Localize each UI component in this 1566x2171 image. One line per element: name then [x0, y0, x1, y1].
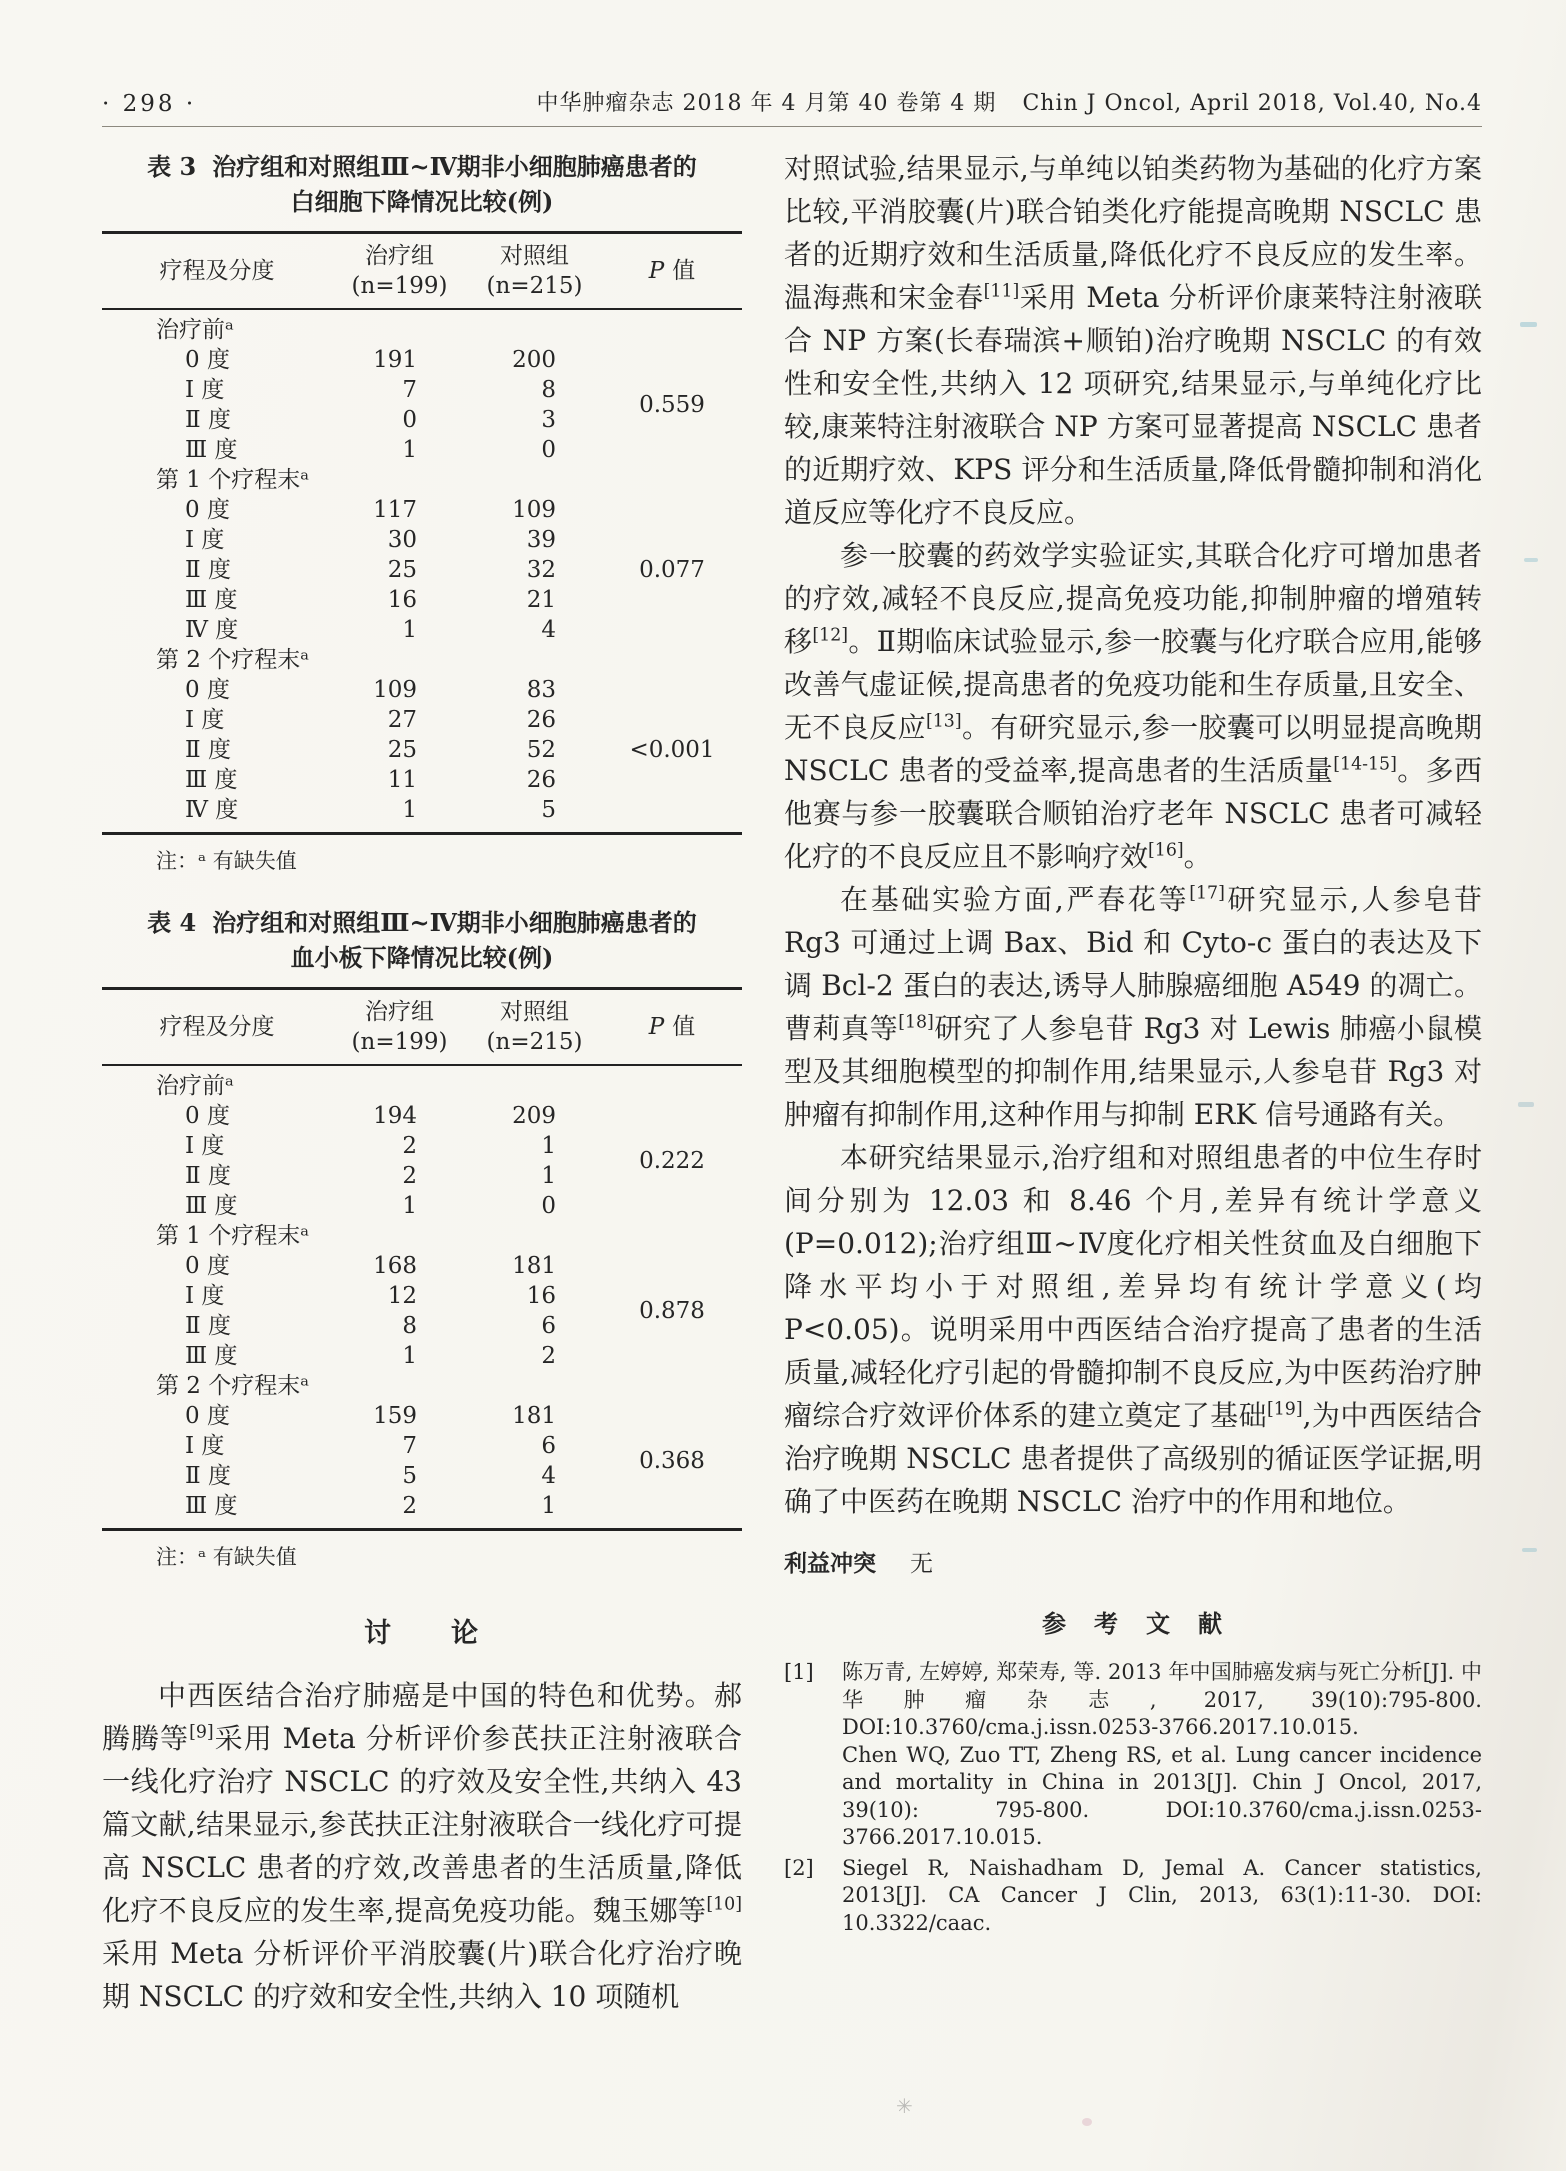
- control-value: [467, 1221, 602, 1251]
- table3-caption-line1: 治疗组和对照组Ⅲ~Ⅳ期非小细胞肺癌患者的: [212, 152, 697, 181]
- treatment-value: 1: [402, 797, 417, 823]
- table-row: [102, 555, 742, 585]
- table-row: [102, 392, 742, 435]
- conflict-label: 利益冲突: [784, 1550, 876, 1577]
- p-value: 0.878: [639, 1298, 705, 1324]
- row-label: 第 1 个疗程末ᵃ: [156, 1223, 310, 1249]
- treatment-value: 7: [402, 1433, 417, 1459]
- row-label: 0 度: [185, 677, 230, 703]
- journal-title-en: Chin J Oncol, April 2018, Vol.40, No.4: [1022, 91, 1482, 116]
- treatment-value: [332, 315, 467, 345]
- control-value: 0: [541, 1193, 556, 1219]
- p-value: [602, 1341, 742, 1371]
- row-label: 第 2 个疗程末ᵃ: [156, 1373, 310, 1399]
- row-label: 第 1 个疗程末ᵃ: [156, 467, 310, 493]
- p-value: [602, 435, 742, 465]
- treatment-value: 2: [402, 1163, 417, 1189]
- row-label: 治疗前ᵃ: [156, 317, 234, 343]
- control-value: 4: [541, 1463, 556, 1489]
- row-label: Ⅲ 度: [185, 437, 238, 463]
- p-value: [602, 795, 742, 825]
- discussion-paragraph: 在基础实验方面,严春花等[17]研究显示,人参皂苷 Rg3 可通过上调 Bax、Bid 和 Cyto-c 蛋白的表达及下调 Bcl-2 蛋白的表达,诱导人肺腺癌细胞 A549 的凋亡。曹莉真等[18]研究了人参皂苷 Rg3 对 Lewis 肺癌小鼠模型及其细胞模型的抑制作用,结果显示,人参皂苷 Rg3 对肿瘤有抑制作用,这种作用与抑制 ERK 信号通路有关。: [784, 883, 1482, 1131]
- row-label: Ⅰ 度: [185, 377, 225, 403]
- control-value: 200: [512, 347, 556, 373]
- table-row: [102, 645, 742, 675]
- citation-ref: [12]: [812, 625, 849, 646]
- control-value: 1: [541, 1493, 556, 1519]
- table-row: [102, 1221, 742, 1251]
- row-label: Ⅰ 度: [185, 527, 225, 553]
- table-row: [102, 1491, 742, 1521]
- row-label: Ⅲ 度: [185, 767, 238, 793]
- journal-title-cn: 中华肿瘤杂志 2018 年 4 月第 40 卷第 4 期: [536, 91, 997, 116]
- control-value: 2: [541, 1343, 556, 1369]
- scan-artifact: [1520, 322, 1537, 327]
- treatment-value: 1: [402, 1343, 417, 1369]
- table-row: [102, 615, 742, 645]
- p-value: [602, 645, 742, 675]
- column-header-treatment: 治疗组 (n=199): [351, 243, 448, 299]
- journal-info: [537, 86, 1483, 117]
- treatment-value: 2: [402, 1133, 417, 1159]
- citation-ref: [14-15]: [1333, 754, 1397, 775]
- control-value: 16: [526, 1283, 556, 1309]
- row-label: Ⅱ 度: [185, 1463, 231, 1489]
- p-value: 0.368: [639, 1448, 705, 1474]
- control-value: 0: [541, 437, 556, 463]
- p-value: 0.222: [639, 1148, 705, 1174]
- discussion-paragraph: 中西医结合治疗肺癌是中国的特色和优势。郝腾腾等[9]采用 Meta 分析评价参芪扶正注射液联合一线化疗治疗 NSCLC 的疗效及安全性,共纳入 43 篇文献,结果显示,参芪扶正注射液联合一线化疗可提高 NSCLC 患者的疗效,改善患者的生活质量,降低化疗不良反应的发生率,提高免疫功能。魏玉娜等[10]采用 Meta 分析评价平消胶囊(片)联合化疗治疗晚期 NSCLC 的疗效和安全性,共纳入 10 项随机: [102, 1679, 742, 2013]
- control-value: [467, 315, 602, 345]
- row-label: 0 度: [185, 497, 230, 523]
- table-row: [102, 1298, 742, 1341]
- control-value: 109: [512, 497, 556, 523]
- p-value: [602, 315, 742, 345]
- table4-header: [102, 987, 742, 1066]
- table3-label: 表 3: [147, 152, 197, 181]
- treatment-value: 1: [402, 1193, 417, 1219]
- control-value: 21: [526, 587, 556, 613]
- table-row: [102, 1251, 742, 1281]
- treatment-value: 117: [373, 497, 417, 523]
- row-label: 0 度: [185, 347, 230, 373]
- table3: [102, 231, 742, 835]
- citation-ref: [18]: [898, 1012, 934, 1033]
- table-row: [102, 1101, 742, 1131]
- row-label: Ⅳ 度: [185, 797, 239, 823]
- p-value: [602, 1491, 742, 1521]
- column-header-course: 疗程及分度: [159, 258, 275, 284]
- treatment-value: 159: [373, 1403, 417, 1429]
- table-row: [102, 1191, 742, 1221]
- table-row: [102, 1341, 742, 1371]
- treatment-value: 25: [387, 557, 417, 583]
- p-value: [602, 345, 742, 375]
- row-label: 第 2 个疗程末ᵃ: [156, 647, 310, 673]
- p-value: [602, 615, 742, 645]
- control-value: 181: [512, 1253, 556, 1279]
- p-value: [602, 465, 742, 495]
- treatment-value: 25: [387, 737, 417, 763]
- treatment-value: 27: [387, 707, 417, 733]
- table-row: [102, 585, 742, 615]
- p-value: 0.077: [639, 557, 705, 583]
- control-value: 1: [541, 1163, 556, 1189]
- scan-artifact: [1524, 558, 1538, 562]
- table-row: [102, 1148, 742, 1191]
- scan-artifact: [1522, 1548, 1537, 1552]
- table-row: [102, 1448, 742, 1491]
- row-label: Ⅲ 度: [185, 1343, 238, 1369]
- citation-ref: [17]: [1189, 883, 1225, 904]
- scan-artifact: [1082, 2118, 1092, 2126]
- table-row: [102, 495, 742, 525]
- table-row: [102, 765, 742, 795]
- table-row: [102, 525, 742, 555]
- left-column: [102, 147, 742, 2018]
- table-row: [102, 795, 742, 825]
- control-value: 32: [526, 557, 556, 583]
- treatment-value: 0: [402, 407, 417, 433]
- column-header-treatment: 治疗组 (n=199): [351, 999, 448, 1055]
- column-header-course: 疗程及分度: [159, 1014, 275, 1040]
- column-header-control: 对照组 (n=215): [486, 999, 583, 1055]
- table-row: [102, 345, 742, 375]
- table-row: [102, 315, 742, 345]
- table-row: [102, 675, 742, 705]
- citation-ref: [16]: [1148, 840, 1184, 861]
- treatment-value: 168: [373, 1253, 417, 1279]
- right-column: [784, 147, 1482, 2018]
- column-header-control: 对照组 (n=215): [486, 243, 583, 299]
- discussion-paragraph: 参一胶囊的药效学实验证实,其联合化疗可增加患者的疗效,减轻不良反应,提高免疫功能,抑制肿瘤的增殖转移[12]。Ⅱ期临床试验显示,参一胶囊与化疗联合应用,能够改善气虚证候,提高患者的免疫功能和生存质量,且安全、无不良反应[13]。有研究显示,参一胶囊可以明显提高晚期 NSCLC 患者的受益率,提高患者的生活质量[14-15]。多西他赛与参一胶囊联合顺铂治疗老年 NSCLC 患者可减轻化疗的不良反应且不影响疗效[16]。: [784, 539, 1482, 873]
- scan-artifact: ✳: [896, 2094, 913, 2118]
- p-value: 0.559: [639, 392, 705, 418]
- p-value: [602, 1221, 742, 1251]
- citation-ref: [13]: [925, 711, 962, 732]
- references-heading: 参 考 文 献: [1042, 1609, 1224, 1638]
- two-column-body: [102, 147, 1482, 2018]
- control-value: 83: [526, 677, 556, 703]
- scan-artifact: [1518, 1102, 1534, 1107]
- reference-text-en: Siegel R, Naishadham D, Jemal A. Cancer statistics, 2013[J]. CA Cancer J Clin, 2013, 63(1):11-30. DOI: 10.3322/caac.: [842, 1855, 1482, 1935]
- column-header-pvalue: P 值: [648, 258, 696, 284]
- treatment-value: 16: [387, 587, 417, 613]
- treatment-value: 12: [387, 1283, 417, 1309]
- citation-ref: [10]: [706, 1894, 742, 1915]
- control-value: 181: [512, 1403, 556, 1429]
- table-row: [102, 435, 742, 465]
- control-value: 8: [541, 377, 556, 403]
- citation-ref: [19]: [1266, 1399, 1303, 1420]
- row-label: Ⅰ 度: [185, 1133, 225, 1159]
- reference-number: [2]: [784, 1855, 814, 1880]
- treatment-value: 11: [387, 767, 417, 793]
- table4-label: 表 4: [147, 908, 197, 937]
- p-value: [602, 495, 742, 525]
- control-value: 3: [541, 407, 556, 433]
- reference-text-en: Chen WQ, Zuo TT, Zheng RS, et al. Lung cancer incidence and mortality in China in 2013[J]. Chin J Oncol, 2017, 39(10): 795-800. DOI:10.3760/cma.j.issn.0253-3766.2017.10.015.: [842, 1742, 1482, 1849]
- row-label: Ⅲ 度: [185, 587, 238, 613]
- p-value: [602, 765, 742, 795]
- column-header-pvalue: P 值: [648, 1014, 696, 1040]
- reference-item: [784, 1659, 1482, 1852]
- p-value: [602, 1251, 742, 1281]
- p-value: [602, 1191, 742, 1221]
- discussion-paragraph: 对照试验,结果显示,与单纯以铂类药物为基础的化疗方案比较,平消胶囊(片)联合铂类化疗能提高晚期 NSCLC 患者的近期疗效和生活质量,降低化疗不良反应的发生率。温海燕和宋金春[11]采用 Meta 分析评价康莱特注射液联合 NP 方案(长春瑞滨+顺铂)治疗晚期 NSCLC 的有效性和安全性,共纳入 12 项研究,结果显示,与单纯化疗比较,康莱特注射液联合 NP 方案可显著提高 NSCLC 患者的近期疗效、KPS 评分和生活质量,降低骨髓抑制和消化道反应等化疗不良反应。: [784, 152, 1482, 529]
- reference-text: [842, 1659, 1482, 1852]
- running-head: [102, 0, 1482, 127]
- treatment-value: 2: [402, 1493, 417, 1519]
- row-label: 0 度: [185, 1403, 230, 1429]
- control-value: 4: [541, 617, 556, 643]
- table-row: [102, 735, 742, 765]
- p-value: [602, 1101, 742, 1131]
- row-label: Ⅱ 度: [185, 1313, 231, 1339]
- table4-body: [102, 1066, 742, 1531]
- p-value: [602, 585, 742, 615]
- page-number: · 298 ·: [102, 91, 197, 117]
- conflict-of-interest: [784, 1545, 1482, 1578]
- p-value: [602, 675, 742, 705]
- p-value: [602, 1371, 742, 1401]
- control-value: 26: [526, 767, 556, 793]
- citation-ref: [9]: [189, 1722, 214, 1743]
- table4-footnote: 注：ᵃ 有缺失值: [156, 1545, 297, 1569]
- control-value: 6: [541, 1433, 556, 1459]
- control-value: 26: [526, 707, 556, 733]
- control-value: 6: [541, 1313, 556, 1339]
- row-label: Ⅰ 度: [185, 1433, 225, 1459]
- p-value: <0.001: [629, 737, 715, 763]
- row-label: Ⅱ 度: [185, 737, 231, 763]
- table-row: [102, 1071, 742, 1101]
- row-label: Ⅳ 度: [185, 617, 239, 643]
- row-label: 0 度: [185, 1103, 230, 1129]
- reference-text-zh: 陈万青, 左婷婷, 郑荣寿, 等. 2013 年中国肺癌发病与死亡分析[J]. 中华肿瘤杂志, 2017, 39(10):795-800. DOI:10.3760/cma.j.issn.0253-3766.2017.10.015.: [842, 1660, 1482, 1739]
- treatment-value: 191: [373, 347, 417, 373]
- row-label: Ⅰ 度: [185, 1283, 225, 1309]
- reference-number: [1]: [784, 1660, 814, 1684]
- row-label: Ⅲ 度: [185, 1193, 238, 1219]
- treatment-value: 8: [402, 1313, 417, 1339]
- treatment-value: 1: [402, 437, 417, 463]
- treatment-value: [332, 1371, 467, 1401]
- table-row: [102, 1401, 742, 1431]
- control-value: 52: [526, 737, 556, 763]
- table-row: [102, 705, 742, 735]
- treatment-value: 30: [387, 527, 417, 553]
- p-value: [602, 1071, 742, 1101]
- table3-footnote: 注：ᵃ 有缺失值: [156, 849, 297, 873]
- p-value: [602, 705, 742, 735]
- table3-header: [102, 231, 742, 310]
- row-label: Ⅰ 度: [185, 707, 225, 733]
- table4-caption-line2: 血小板下降情况比较(例): [290, 943, 554, 972]
- treatment-value: [332, 1071, 467, 1101]
- table3-body: [102, 310, 742, 835]
- discussion-paragraph: 本研究结果显示,治疗组和对照组患者的中位生存时间分别为 12.03 和 8.46 个月,差异有统计学意义(P=0.012);治疗组Ⅲ~Ⅳ度化疗相关性贫血及白细胞下降水平均小于对照组,差异均有统计学意义(均 P<0.05)。说明采用中西医结合治疗提高了患者的生活质量,减轻化疗引起的骨髓抑制不良反应,为中医药治疗肿瘤综合疗效评价体系的建立奠定了基础[19],为中西医结合治疗晚期 NSCLC 患者提供了高级别的循证医学证据,明确了中医药在晚期 NSCLC 治疗中的作用和地位。: [784, 1141, 1482, 1518]
- discussion-heading: 讨 论: [364, 1618, 480, 1649]
- control-value: [467, 465, 602, 495]
- table3-caption: [102, 149, 742, 219]
- treatment-value: 1: [402, 617, 417, 643]
- treatment-value: 7: [402, 377, 417, 403]
- reference-item: [784, 1855, 1482, 1938]
- row-label: 0 度: [185, 1253, 230, 1279]
- table4-caption-line1: 治疗组和对照组Ⅲ~Ⅳ期非小细胞肺癌患者的: [212, 908, 697, 937]
- table3-caption-line2: 白细胞下降情况比较(例): [290, 187, 554, 216]
- row-label: 治疗前ᵃ: [156, 1073, 234, 1099]
- control-value: 5: [541, 797, 556, 823]
- control-value: 209: [512, 1103, 556, 1129]
- row-label: Ⅱ 度: [185, 1163, 231, 1189]
- treatment-value: [332, 645, 467, 675]
- control-value: [467, 1371, 602, 1401]
- treatment-value: 5: [402, 1463, 417, 1489]
- control-value: [467, 645, 602, 675]
- row-label: Ⅱ 度: [185, 557, 231, 583]
- reference-text: [842, 1855, 1482, 1938]
- table4-caption: [102, 905, 742, 975]
- citation-ref: [11]: [983, 281, 1020, 302]
- treatment-value: [332, 465, 467, 495]
- control-value: 39: [526, 527, 556, 553]
- conflict-value: 无: [910, 1551, 933, 1577]
- table-row: [102, 465, 742, 495]
- p-value: [602, 525, 742, 555]
- treatment-value: [332, 1221, 467, 1251]
- row-label: Ⅲ 度: [185, 1493, 238, 1519]
- row-label: Ⅱ 度: [185, 407, 231, 433]
- treatment-value: 194: [373, 1103, 417, 1129]
- control-value: 1: [541, 1133, 556, 1159]
- table-row: [102, 1371, 742, 1401]
- p-value: [602, 1401, 742, 1431]
- table4: [102, 987, 742, 1531]
- control-value: [467, 1071, 602, 1101]
- treatment-value: 109: [373, 677, 417, 703]
